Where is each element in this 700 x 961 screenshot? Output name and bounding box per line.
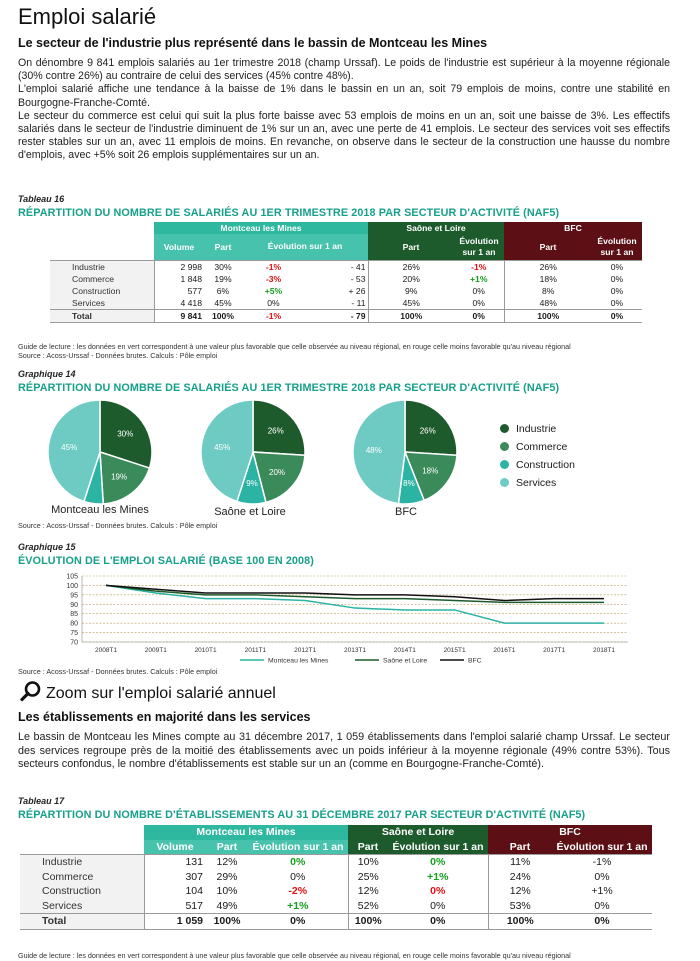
legend-label: Industrie	[516, 423, 557, 435]
legend-swatch	[500, 478, 509, 487]
table17	[20, 825, 652, 930]
pie-data-label: 26%	[267, 426, 284, 436]
table17-col-sl-evol: Évolution sur 1 an	[388, 840, 488, 855]
page-title: Emploi salarié	[18, 4, 157, 29]
legend-label: Saône et Loire	[383, 657, 428, 665]
cell-sl-part: 20%	[368, 273, 454, 285]
pie-data-label: 45%	[214, 443, 231, 453]
cell-evol-pct: -3%	[265, 273, 282, 284]
cell-bfc-part: 12%	[488, 884, 552, 899]
cell-bfc-evol: +1%	[591, 885, 613, 898]
pie-legend	[500, 420, 575, 492]
row-label: Industrie	[20, 855, 144, 870]
legend-item	[500, 420, 575, 438]
graph15-title: ÉVOLUTION DE L'EMPLOI SALARIÉ (BASE 100 EN 2008)	[18, 555, 314, 567]
table16-group-bfc: BFC	[504, 222, 642, 234]
pie-data-label: 26%	[419, 426, 436, 436]
section2-body	[18, 731, 670, 772]
zoom-heading	[20, 680, 276, 703]
table-row	[50, 309, 642, 322]
pie-charts	[0, 395, 500, 520]
y-tick-label: 80	[70, 620, 78, 628]
x-tick-label: 2008T1	[94, 647, 118, 654]
table16-group-montceau: Montceau les Mines	[154, 222, 368, 234]
table-row	[50, 260, 642, 273]
paragraph: Le secteur du commerce est celui qui suit la plus forte baisse avec 53 emplois de moins en un an, soit une baisse de 3%. Les effectifs salariés dans le secteur de l'industrie diminuent de 1% sur un an, avec une perte de 41 emplois. Le secteur des services voit ses effectifs rester stables sur un an, avec 11 emplois de moins. En revanche, on observe dans le secteur de la construction une hausse du nombre d'emplois, avec +5% soit 26 emplois supplémentaires sur un an.	[18, 109, 670, 162]
table17-group-montceau: Montceau les Mines	[144, 825, 348, 840]
line-chart	[0, 568, 700, 668]
graph15-source: Source : Acoss-Urssaf - Données brutes. Calculs : Pôle emploi	[18, 667, 218, 676]
cell-part: 49%	[216, 899, 238, 912]
cell-bfc-part: 11%	[488, 855, 552, 870]
cell-sl-evol: 0%	[388, 855, 488, 870]
cell-sl-evol: 0%	[430, 885, 446, 898]
cell-bfc-evol: 0%	[610, 285, 624, 296]
pie-data-label: 45%	[61, 443, 78, 453]
cell-volume: 307	[144, 870, 206, 885]
cell-part: 12%	[206, 855, 248, 870]
cell-bfc-evol: 0%	[610, 273, 624, 284]
table17-title: RÉPARTITION DU NOMBRE D'ÉTABLISSEMENTS AU 31 DÉCEMBRE 2017 PAR SECTEUR D'ACTIVITÉ (NAF5)	[18, 809, 586, 821]
row-label: Industrie	[50, 260, 154, 273]
cell-evol: 0%	[248, 855, 348, 870]
cell-sl-evol: -1%	[454, 260, 504, 273]
x-tick-label: 2018T1	[592, 647, 616, 654]
table17-col-evol: Évolution sur 1 an	[248, 840, 348, 855]
y-tick-label: 90	[70, 601, 78, 609]
cell-sl-part: 12%	[348, 884, 388, 899]
cell-volume: 4 418	[154, 297, 204, 310]
cell-part: 29%	[216, 870, 238, 883]
x-tick-label: 2014T1	[393, 647, 416, 654]
cell-bfc-part: 24%	[488, 870, 552, 885]
cell-sl-part: 10%	[348, 855, 388, 870]
table16-group-saone: Saône et Loire	[368, 222, 504, 234]
y-tick-label: 85	[70, 611, 78, 619]
cell-volume: 1 059	[144, 914, 206, 930]
cell-evol-pct: +5%	[264, 285, 283, 296]
cell-sl-part: 26%	[368, 260, 454, 273]
graph14-source: Source : Acoss-Urssaf - Données brutes. Calculs : Pôle emploi	[18, 521, 218, 530]
cell-volume: 517	[144, 899, 206, 914]
cell-bfc-part: 8%	[504, 285, 592, 297]
cell-bfc-evol: 0%	[594, 870, 610, 883]
cell-volume: 1 848	[154, 273, 204, 285]
table17-number: Tableau 17	[18, 796, 65, 806]
table16-col-bfc-evol: Évolution sur 1 an	[592, 234, 642, 260]
legend-swatch	[500, 424, 509, 433]
pie-label-montceau: Montceau les Mines	[51, 504, 149, 516]
y-tick-label: 100	[66, 582, 78, 590]
cell-evol-abs: - 11	[351, 297, 366, 308]
table17-note: Guide de lecture : les données en vert correspondent à une valeur plus favorable que celle observée au niveau régional, en rouge celle moins favorable qu'au niveau régional	[18, 951, 571, 960]
cell-bfc-evol: 0%	[610, 297, 624, 308]
legend-item	[500, 456, 575, 474]
cell-bfc-evol: -1%	[552, 855, 652, 870]
cell-evol-abs: + 26	[348, 285, 366, 296]
graph14-title: RÉPARTITION DU NOMBRE DE SALARIÉS AU 1ER TRIMESTRE 2018 PAR SECTEUR D'ACTIVITÉ (NAF5)	[18, 382, 560, 394]
legend-label: BFC	[468, 657, 482, 665]
cell-bfc-evol: 0%	[592, 260, 642, 273]
pie-data-label: 20%	[269, 467, 286, 477]
table17-col-bfc-part: Part	[488, 840, 552, 855]
table17-col-sl-part: Part	[348, 840, 388, 855]
table16-number: Tableau 16	[18, 194, 65, 204]
cell-sl-evol: +1%	[427, 870, 449, 883]
zoom-title: Zoom sur l'emploi salarié annuel	[46, 685, 276, 702]
paragraph: On dénombre 9 841 emplois salariés au 1er trimestre 2018 (champ Urssaf). Le poids de l'industrie est supérieur à la moyenne régionale (30% contre 26%) au contraire de celui des services (45% contre 48%).	[18, 57, 670, 83]
row-label: Total	[20, 914, 144, 930]
x-tick-label: 2013T1	[343, 647, 367, 654]
row-label: Commerce	[50, 273, 154, 285]
table17-group-bfc: BFC	[488, 825, 652, 840]
row-label: Services	[50, 297, 154, 310]
legend-swatch	[500, 460, 509, 469]
x-tick-label: 2010T1	[194, 647, 217, 654]
row-label: Total	[50, 309, 154, 322]
legend-label: Commerce	[516, 441, 568, 453]
table17-col-bfc-evol: Évolution sur 1 an	[552, 840, 652, 855]
x-tick-label: 2015T1	[443, 647, 466, 654]
table-row	[20, 914, 652, 930]
x-tick-label: 2017T1	[543, 647, 566, 654]
section1-heading: Le secteur de l'industrie plus représenté dans le bassin de Montceau les Mines	[18, 36, 488, 50]
legend-item	[500, 474, 575, 492]
cell-bfc-part: 48%	[504, 297, 592, 310]
cell-part: 10%	[216, 885, 238, 898]
cell-volume: 9 841	[154, 309, 204, 322]
pie-data-label: 19%	[111, 472, 128, 482]
table16	[50, 222, 642, 323]
legend-label: Montceau les Mines	[268, 657, 329, 665]
cell-sl-part: 100%	[368, 309, 454, 322]
y-tick-label: 70	[70, 639, 78, 647]
cell-volume: 104	[144, 884, 206, 899]
cell-sl-evol: 0%	[472, 285, 485, 296]
cell-evol-pct: -1%	[242, 309, 305, 322]
pie-data-label: 18%	[422, 466, 439, 476]
cell-sl-part: 100%	[348, 914, 388, 930]
table16-note: Guide de lecture : les données en vert correspondent à une valeur plus favorable que celle observée au niveau régional, en rouge celle moins favorable qu'au niveau régional	[18, 342, 571, 351]
cell-part: 30%	[204, 260, 242, 273]
cell-bfc-evol: 0%	[592, 309, 642, 322]
cell-volume: 131	[144, 855, 206, 870]
x-tick-label: 2009T1	[144, 647, 167, 654]
x-tick-label: 2016T1	[493, 647, 516, 654]
pie-data-label: 8%	[403, 478, 415, 488]
paragraph: Le bassin de Montceau les Mines compte au 31 décembre 2017, 1 059 établissements dans l'emploi salarié champ Urssaf. Le secteur des services regroupe près de la moitié des établissements avec un poids inférieur à la moyenne régionale (49% contre 53%). Tous secteurs confondus, le nombre d'établissements est stable sur un an (comme en Bourgogne-Franche-Comté).	[18, 731, 670, 771]
graph14-number: Graphique 14	[18, 369, 76, 379]
table16-col-sl-part: Part	[368, 234, 454, 260]
cell-sl-part: 52%	[348, 899, 388, 914]
magnifier-icon	[20, 680, 42, 702]
cell-evol: 0%	[248, 914, 348, 930]
table-row	[20, 870, 652, 885]
cell-bfc-part: 18%	[504, 273, 592, 285]
table16-col-part: Part	[204, 234, 242, 260]
cell-sl-evol: 0%	[388, 914, 488, 930]
table-row	[20, 884, 652, 899]
y-tick-label: 75	[70, 630, 78, 638]
table-row	[20, 899, 652, 914]
cell-evol-abs: - 41	[305, 260, 368, 273]
cell-evol-pct: 0%	[267, 297, 280, 308]
graph15-number: Graphique 15	[18, 542, 76, 552]
legend-label: Construction	[516, 459, 575, 471]
cell-evol: 0%	[290, 870, 306, 883]
cell-evol: -2%	[288, 885, 308, 898]
cell-evol-abs: - 79	[305, 309, 368, 322]
cell-evol-pct: -1%	[242, 260, 305, 273]
pie-data-label: 48%	[365, 446, 382, 456]
row-label: Construction	[50, 285, 154, 297]
table-row	[50, 285, 642, 297]
cell-sl-evol: 0%	[430, 899, 446, 912]
legend-label: Services	[516, 477, 557, 489]
legend-swatch	[500, 442, 509, 451]
section1-body	[18, 57, 670, 163]
table16-col-bfc-part: Part	[504, 234, 592, 260]
cell-part: 100%	[204, 309, 242, 322]
cell-bfc-part: 26%	[504, 260, 592, 273]
cell-part: 100%	[206, 914, 248, 930]
cell-sl-part: 45%	[368, 297, 454, 310]
cell-sl-part: 9%	[368, 285, 454, 297]
pie-label-saone: Saône et Loire	[214, 506, 286, 518]
table17-col-part: Part	[206, 840, 248, 855]
table16-col-volume: Volume	[154, 234, 204, 260]
cell-evol: +1%	[287, 899, 309, 912]
table17-group-saone: Saône et Loire	[348, 825, 488, 840]
table-row	[50, 297, 642, 310]
y-tick-label: 105	[66, 573, 78, 581]
pie-data-label: 30%	[117, 429, 134, 439]
cell-part: 6%	[216, 285, 230, 296]
table16-col-evol: Évolution sur 1 an	[242, 234, 368, 260]
section2-heading: Les établissements en majorité dans les services	[18, 710, 311, 724]
table-row	[20, 855, 652, 870]
cell-bfc-part: 100%	[488, 914, 552, 930]
table-row	[50, 273, 642, 285]
cell-volume: 2 998	[154, 260, 204, 273]
table17-col-volume: Volume	[144, 840, 206, 855]
row-label: Services	[20, 899, 144, 914]
row-label: Commerce	[20, 870, 144, 885]
cell-evol-abs: - 53	[350, 273, 366, 284]
x-tick-label: 2012T1	[294, 647, 317, 654]
row-label: Construction	[20, 884, 144, 899]
cell-sl-evol: +1%	[470, 273, 488, 284]
cell-sl-evol: 0%	[454, 309, 504, 322]
cell-part: 45%	[214, 297, 232, 308]
cell-sl-part: 25%	[348, 870, 388, 885]
cell-part: 19%	[214, 273, 232, 284]
table16-source: Source : Acoss-Urssaf - Données brutes. Calculs : Pôle emploi	[18, 351, 218, 360]
table16-title: RÉPARTITION DU NOMBRE DE SALARIÉS AU 1ER TRIMESTRE 2018 PAR SECTEUR D'ACTIVITÉ (NAF5)	[18, 207, 560, 219]
cell-sl-evol: 0%	[472, 297, 485, 308]
pie-label-bfc: BFC	[395, 506, 417, 518]
cell-bfc-part: 53%	[488, 899, 552, 914]
y-tick-label: 95	[70, 592, 78, 600]
paragraph: L'emploi salarié affiche une tendance à la baisse de 1% dans le bassin en un an, soit 79 emplois de moins, contre une stabilité en Bourgogne-Franche-Comté.	[18, 83, 670, 109]
x-tick-label: 2011T1	[244, 647, 267, 654]
table16-col-sl-evol: Évolution sur 1 an	[454, 234, 504, 260]
pie-data-label: 9%	[246, 479, 258, 489]
cell-volume: 577	[154, 285, 204, 297]
cell-bfc-evol: 0%	[552, 914, 652, 930]
cell-bfc-part: 100%	[504, 309, 592, 322]
legend-item	[500, 438, 575, 456]
cell-bfc-evol: 0%	[594, 899, 610, 912]
